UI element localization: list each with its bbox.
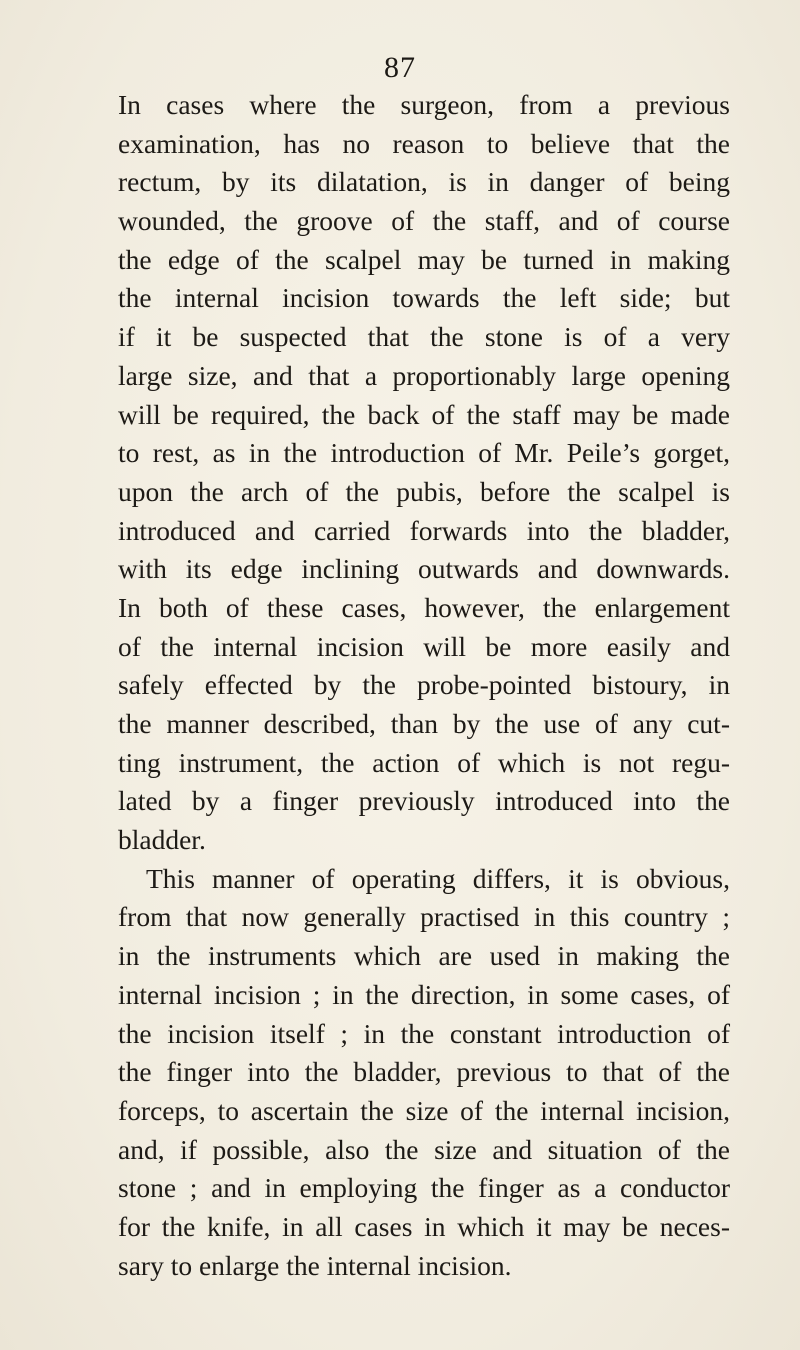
text-line: This manner of operating differs, it is obvious, bbox=[146, 862, 730, 894]
text-line: with its edge inclining outwards and downwards. bbox=[118, 553, 730, 585]
text-line: if it be suspected that the stone is of a very bbox=[118, 321, 730, 353]
page-number: 87 bbox=[384, 51, 416, 84]
text-line: and, if possible, also the size and situation of the bbox=[118, 1133, 730, 1165]
text-line: wounded, the groove of the staff, and of course bbox=[118, 205, 730, 237]
text-line: from that now generally practised in this country ; bbox=[118, 901, 730, 933]
text-line: of the internal incision will be more easily and bbox=[118, 630, 730, 662]
text-line: introduced and carried forwards into the bladder, bbox=[118, 514, 730, 546]
text-line: large size, and that a proportionably large opening bbox=[118, 359, 730, 391]
text-line: lated by a finger previously introduced into the bbox=[118, 785, 730, 817]
text-line: In both of these cases, however, the enlargement bbox=[118, 591, 730, 623]
text-line: examination, has no reason to believe that the bbox=[118, 127, 730, 159]
text-line: the incision itself ; in the constant introduction of bbox=[118, 1017, 730, 1049]
text-line: In cases where the surgeon, from a previous bbox=[118, 89, 730, 120]
text-line: in the instruments which are used in making the bbox=[118, 940, 730, 972]
text-line: will be required, the back of the staff may be made bbox=[118, 398, 730, 430]
text-line: internal incision ; in the direction, in some cases, of bbox=[118, 978, 730, 1010]
text-line: forceps, to ascertain the size of the internal incision, bbox=[118, 1094, 730, 1126]
text-line: stone ; and in employing the finger as a conductor bbox=[118, 1172, 730, 1204]
body-text bbox=[118, 86, 730, 1285]
text-line: upon the arch of the pubis, before the scalpel is bbox=[118, 475, 730, 507]
text-line: ting instrument, the action of which is not regu- bbox=[118, 746, 730, 778]
text-line: the manner described, than by the use of any cut- bbox=[118, 708, 730, 739]
text-line: to rest, as in the introduction of Mr. Peile’s gorget, bbox=[118, 437, 730, 469]
text-line: sary to enlarge the internal incision. bbox=[118, 1249, 512, 1281]
text-line: safely effected by the probe-pointed bistoury, in bbox=[118, 669, 730, 701]
text-line: for the knife, in all cases in which it may be neces- bbox=[118, 1210, 730, 1242]
text-line: the edge of the scalpel may be turned in making bbox=[118, 243, 730, 275]
text-line: rectum, by its dilatation, is in danger of being bbox=[118, 166, 730, 198]
text-line: the internal incision towards the left side; but bbox=[118, 282, 730, 314]
text-line: the finger into the bladder, previous to that of the bbox=[118, 1056, 730, 1088]
text-line: bladder. bbox=[118, 824, 206, 856]
